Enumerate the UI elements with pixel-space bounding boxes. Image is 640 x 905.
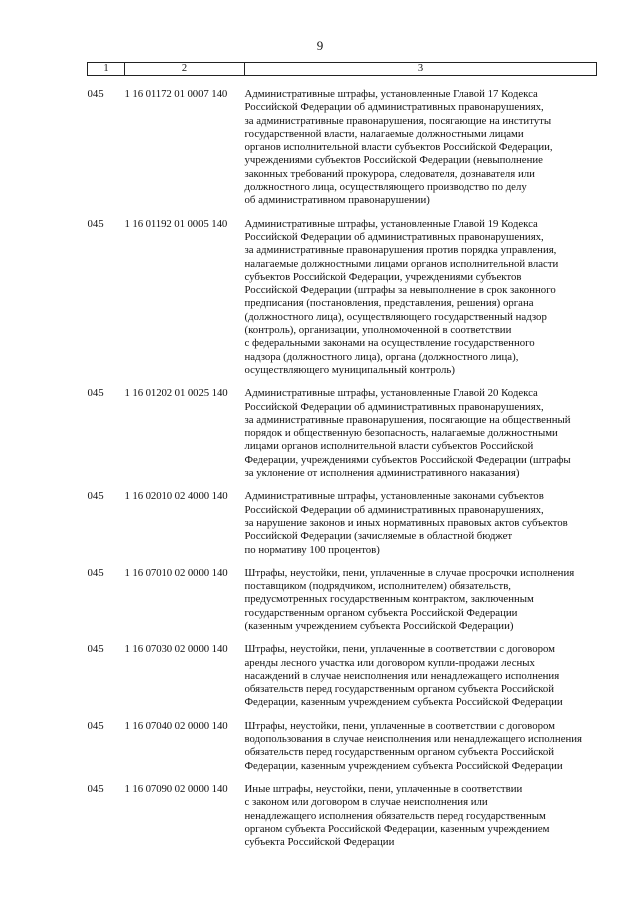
description-line: Штрафы, неустойки, пени, уплаченные в соответствии с договором [244, 719, 556, 732]
description-cell [245, 783, 597, 849]
row-spacer [88, 633, 597, 643]
description-line: осуществляющего муниципальный контроль) [244, 363, 455, 376]
admin-code-cell: 045 [87, 719, 104, 732]
description-line: Российской Федерации об административных правонарушениях, [244, 101, 544, 114]
description-line: за нарушение законов и иных нормативных правовых актов субъектов [244, 516, 568, 529]
description-line: субъекта Российской Федерации [244, 836, 395, 849]
revenue-code-cell: 1 16 01172 01 0007 140 [124, 88, 228, 100]
description-line: об административном правонарушении) [244, 194, 430, 207]
row-spacer [88, 208, 597, 218]
description-line: Штрафы, неустойки, пени, уплаченные в соответствии с договором [244, 643, 556, 656]
description-line: за административные правонарушения, посягающие на общественный [244, 413, 571, 426]
description-line: надзора (должностного лица), органа (должностного лица), [244, 350, 519, 363]
description-line: Административные штрафы, установленные Главой 19 Кодекса [244, 217, 538, 230]
table-row [88, 783, 597, 849]
admin-code-cell: 045 [87, 566, 104, 579]
revenue-code-cell: 1 16 07010 02 0000 140 [124, 566, 228, 579]
column-header-3: 3 [245, 63, 597, 76]
description-line: лицами органов исполнительной власти субъектов Российской [244, 440, 534, 453]
table-body [88, 76, 597, 850]
description-line: насаждений в случае неисполнения или ненадлежащего исполнения [244, 669, 560, 682]
description-line: аренды лесного участка или договором купли-продажи лесных [244, 656, 535, 669]
description-line: Административные штрафы, установленные Главой 20 Кодекса [244, 387, 538, 400]
admin-code-cell: 045 [87, 387, 104, 400]
description-line: Федерации, казенным учреждением субъекта Российской Федерации [244, 696, 563, 709]
description-line: предписания (постановления, представления, решения) органа [244, 297, 534, 310]
revenue-code-cell: 1 16 01192 01 0005 140 [124, 217, 228, 230]
column-header-1: 1 [88, 63, 125, 76]
description-line: налагаемые должностными лицами органов исполнительной власти [244, 257, 559, 270]
table-row [88, 567, 597, 633]
description-line: поставщиком (подрядчиком, исполнителем) обязательств, [244, 580, 511, 593]
description-line: за административные правонарушения, посягающие на институты [244, 114, 552, 127]
description-cell [245, 643, 597, 709]
table-row [88, 490, 597, 556]
description-line: (должностного лица), осуществляющего государственный надзор [244, 310, 547, 323]
description-cell [245, 720, 597, 773]
description-line: органом субъекта Российской Федерации, казенным учреждением [244, 822, 550, 835]
description-line: Административные штрафы, установленные законами субъектов [244, 490, 544, 503]
row-spacer [88, 710, 597, 720]
revenue-code-cell: 1 16 07030 02 0000 140 [124, 643, 228, 656]
description-line: должностного лица, осуществляющего производство по делу [244, 181, 527, 194]
description-line: с федеральными законами на осуществление государственного [244, 337, 535, 350]
description-cell [245, 88, 597, 208]
revenue-code-cell: 1 16 07090 02 0000 140 [124, 782, 228, 795]
revenue-code-cell: 1 16 02010 02 4000 140 [124, 490, 228, 503]
table-header-row [88, 63, 597, 76]
description-line: Российской Федерации об административных правонарушениях, [244, 230, 544, 243]
revenue-codes-table [87, 62, 597, 849]
description-line: по нормативу 100 процентов) [244, 543, 380, 556]
description-line: Российской Федерации (зачисляемые в областной бюджет [244, 530, 513, 543]
column-header-2: 2 [125, 63, 245, 76]
description-line: порядок и общественную безопасность, налагаемые должностными [244, 427, 558, 440]
admin-code-cell: 045 [87, 88, 104, 100]
table-row [88, 643, 597, 709]
description-line: обязательств перед государственным органом субъекта Российской [244, 683, 555, 696]
admin-code-cell: 045 [87, 643, 104, 656]
row-spacer [88, 480, 597, 490]
description-line: (казенным учреждением субъекта Российской Федерации) [244, 619, 514, 632]
description-line: органов исполнительной власти субъектов Российской Федерации, [244, 141, 553, 154]
table-row [88, 720, 597, 773]
description-line: обязательств перед государственным органом субъекта Российской [244, 746, 555, 759]
row-spacer [88, 557, 597, 567]
description-line: за административные правонарушения против порядка управления, [244, 244, 557, 257]
revenue-code-cell: 1 16 01202 01 0025 140 [124, 387, 228, 400]
description-cell [245, 567, 597, 633]
description-cell [245, 387, 597, 480]
description-line: ненадлежащего исполнения обязательств перед государственным [244, 809, 546, 822]
description-line: Российской Федерации об административных правонарушениях, [244, 503, 544, 516]
description-line: Административные штрафы, установленные Главой 17 Кодекса [244, 88, 538, 100]
description-cell [245, 218, 597, 378]
description-line: Федерации, учреждениями субъектов Российской Федерации (штрафы [244, 453, 571, 466]
table-row [88, 218, 597, 378]
table-row [88, 88, 597, 208]
row-spacer [88, 76, 597, 89]
page-number: 9 [316, 38, 324, 53]
description-cell [245, 490, 597, 556]
description-line: Иные штрафы, неустойки, пени, уплаченные в соответствии [244, 782, 523, 795]
description-line: с законом или договором в случае неисполнения или [244, 796, 488, 809]
description-line: водопользования в случае неисполнения или ненадлежащего исполнения [244, 733, 583, 746]
description-line: государственной власти, налагаемые должностными лицами [244, 127, 524, 140]
description-line: Федерации, казенным учреждением субъекта Российской Федерации [244, 759, 563, 772]
admin-code-cell: 045 [87, 217, 104, 230]
revenue-code-cell: 1 16 07040 02 0000 140 [124, 719, 228, 732]
admin-code-cell: 045 [87, 782, 104, 795]
description-line: учреждениями субъектов Российской Федерации (невыполнение [244, 154, 543, 167]
description-line: Российской Федерации (штрафы за невыполнение в срок законного [244, 284, 556, 297]
description-line: (контроль), организации, уполномоченной в соответствии [244, 324, 512, 337]
description-line: предусмотренных государственным контрактом, заключенным [244, 593, 534, 606]
description-line: Российской Федерации об административных правонарушениях, [244, 400, 544, 413]
row-spacer [88, 773, 597, 783]
table-row [88, 387, 597, 480]
description-line: Штрафы, неустойки, пени, уплаченные в случае просрочки исполнения [244, 566, 575, 579]
description-line: государственным органом субъекта Российской Федерации [244, 606, 518, 619]
row-spacer [88, 377, 597, 387]
description-line: субъектов Российской Федерации, учреждениями субъектов [244, 270, 522, 283]
description-line: за уклонение от исполнения административного наказания) [244, 467, 520, 480]
description-line: законных требований прокурора, следователя, дознавателя или [244, 167, 535, 180]
admin-code-cell: 045 [87, 490, 104, 503]
